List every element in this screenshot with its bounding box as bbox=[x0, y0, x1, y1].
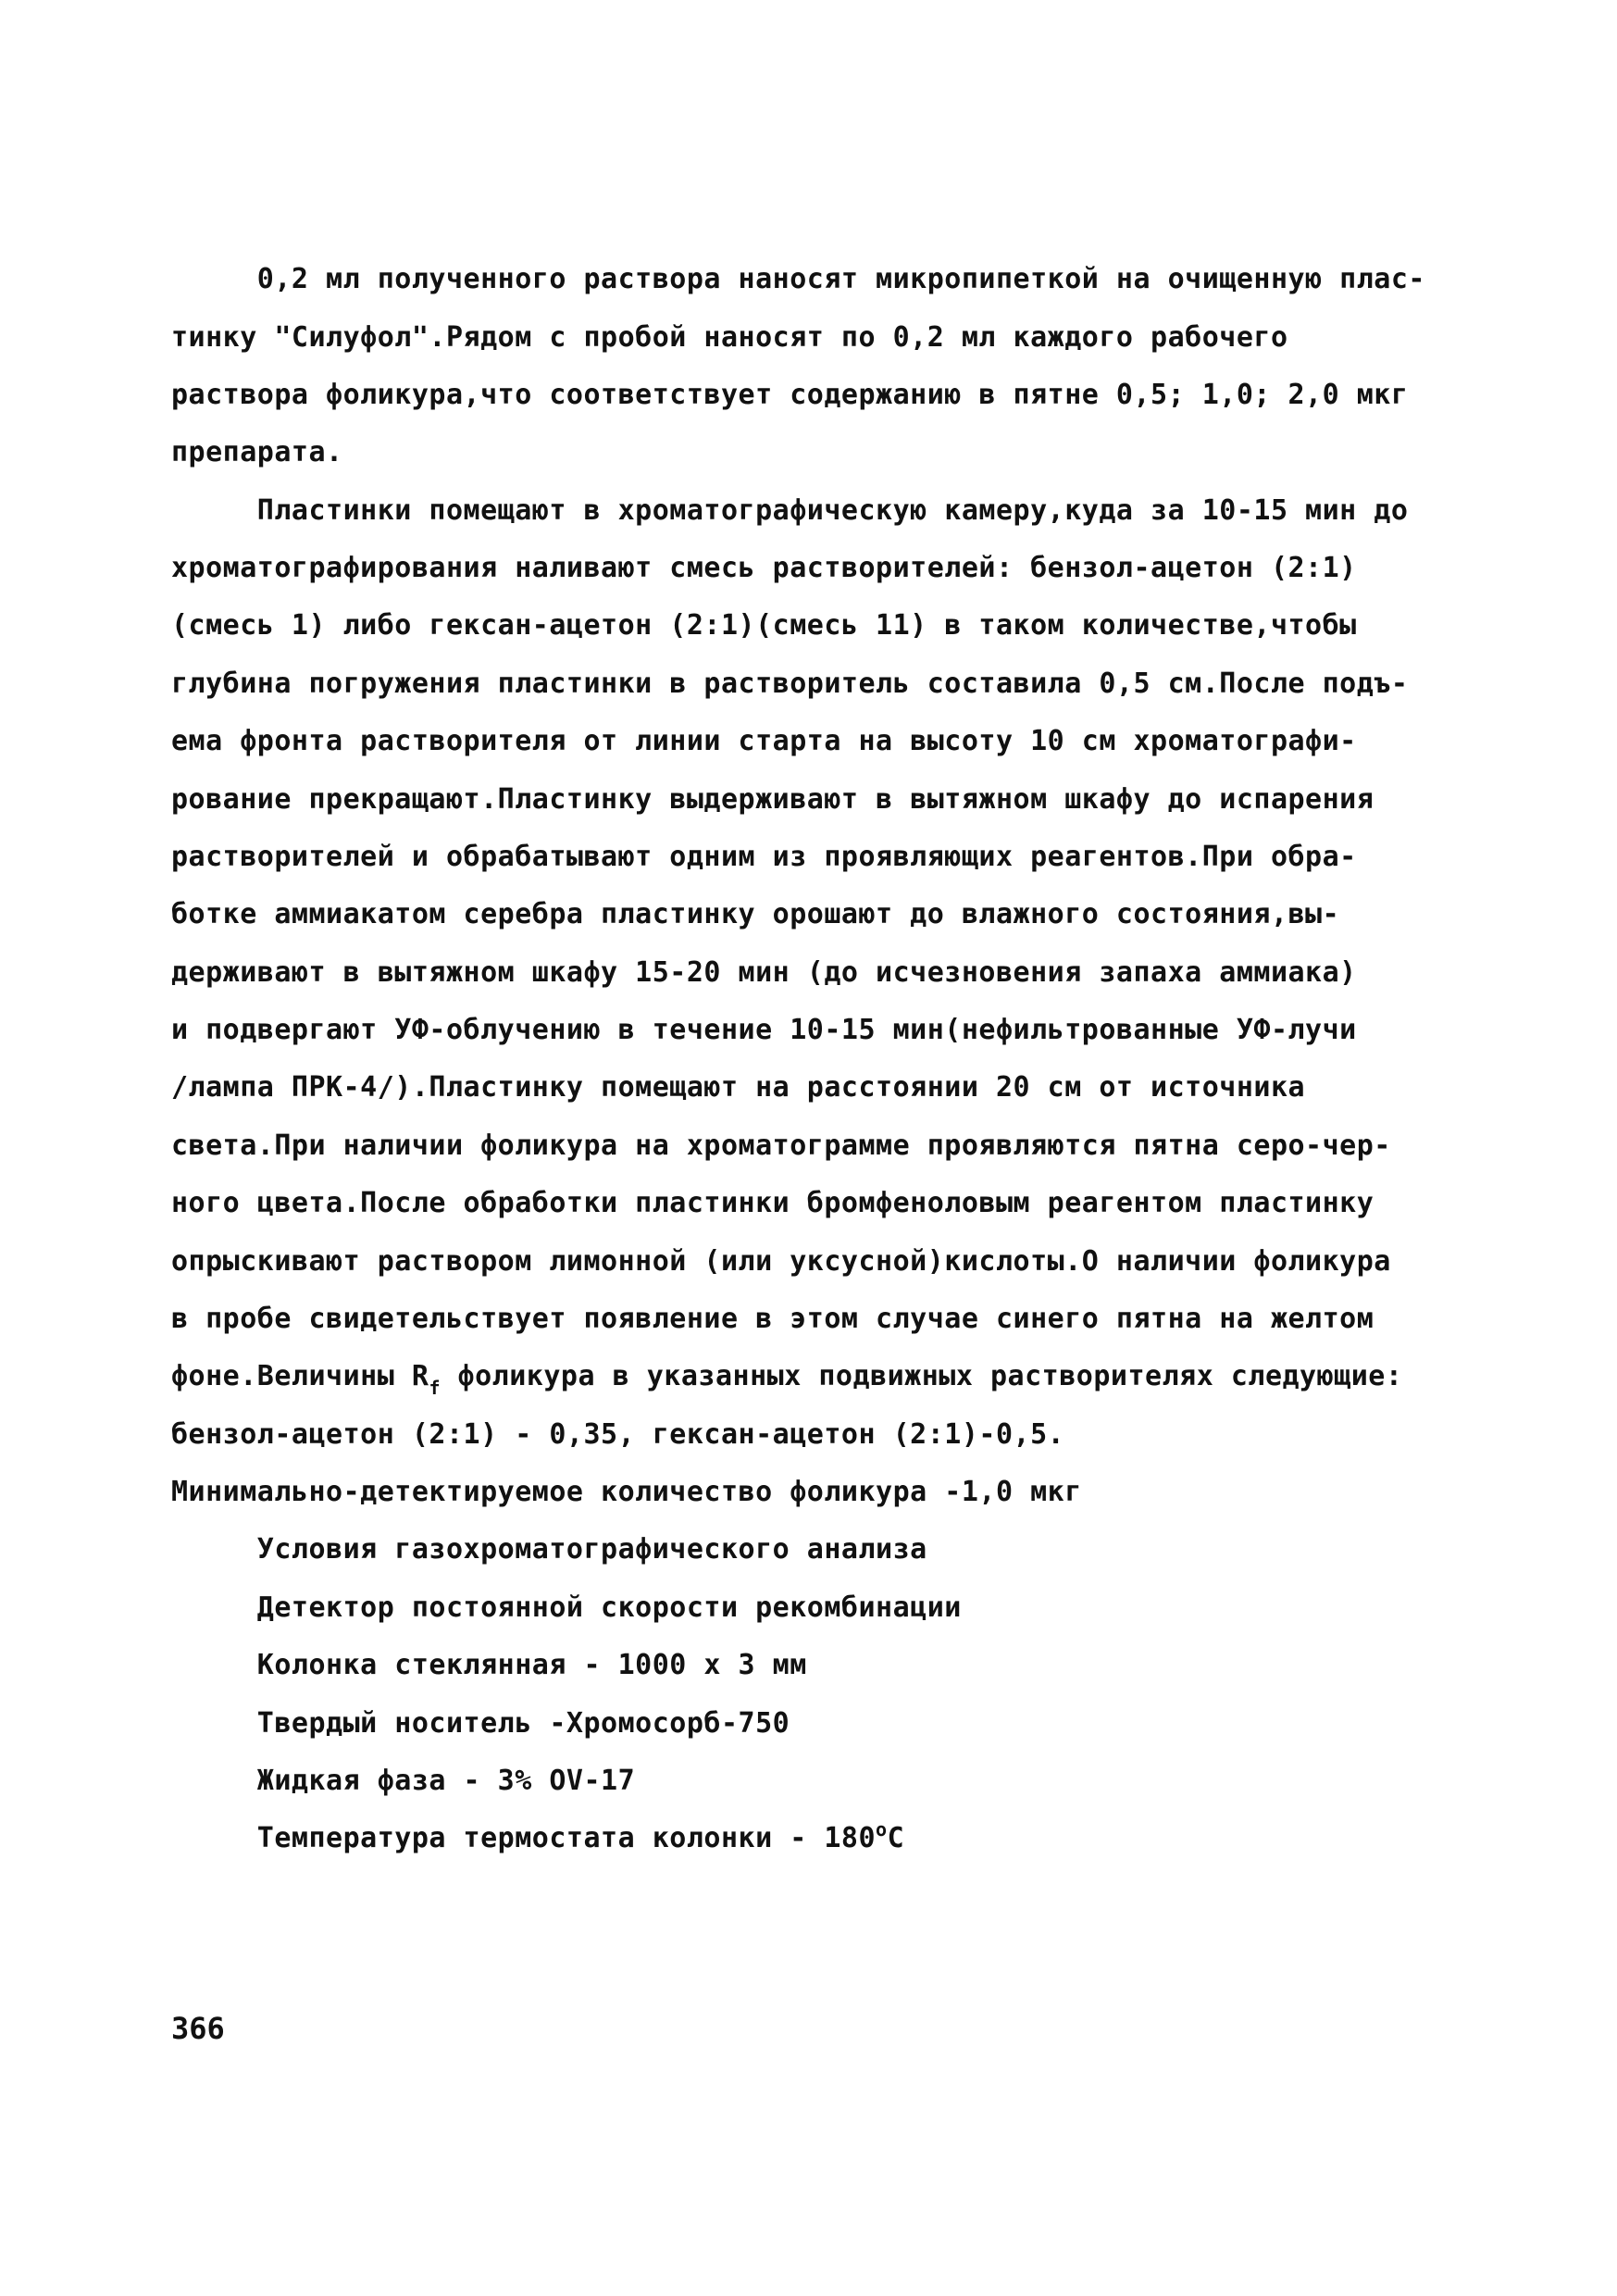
text-line: (смесь 1) либо гексан-ацетон (2:1)(смесь 11) в таком количестве,чтобы bbox=[171, 609, 1357, 642]
text-line: света.При наличии фоликура на хроматограмме проявляются пятна серо-чер- bbox=[171, 1129, 1391, 1162]
text-line: хроматографирования наливают смесь растворителей: бензол-ацетон (2:1) bbox=[171, 552, 1357, 584]
rf-subscript: f bbox=[429, 1377, 441, 1399]
text-line: 0,2 мл полученного раствора наносят микропипеткой на очищенную плас- bbox=[171, 263, 1425, 295]
text-line: бензол-ацетон (2:1) - 0,35, гексан-ацетон (2:1)-0,5. bbox=[171, 1418, 1065, 1451]
text-line: и подвергают УФ-облучению в течение 10-15 мин(нефильтрованные УФ-лучи bbox=[171, 1014, 1357, 1046]
page-number: 366 bbox=[171, 2011, 225, 2046]
text-line: Минимально-детектируемое количество фоликура -1,0 мкг bbox=[171, 1476, 1082, 1508]
text-line: раствора фоликура,что соответствует содержанию в пятне 0,5; 1,0; 2,0 мкг bbox=[171, 379, 1409, 411]
text-line: рование прекращают.Пластинку выдерживают в вытяжном шкафу до испарения bbox=[171, 783, 1374, 816]
text-line: Колонка стеклянная - 1000 х 3 мм bbox=[171, 1649, 807, 1681]
text-line: Пластинки помещают в хроматографическую камеру,куда за 10-15 мин до bbox=[171, 494, 1409, 527]
text-line: препарата. bbox=[171, 436, 343, 468]
text-line: растворителей и обрабатывают одним из проявляющих реагентов.При обра- bbox=[171, 841, 1357, 873]
rf-line-after: фоликура в указанных подвижных растворителях следующие: bbox=[440, 1360, 1403, 1392]
text-line: Детектор постоянной скорости рекомбинации bbox=[171, 1591, 962, 1624]
text-line: держивают в вытяжном шкафу 15-20 мин (до исчезновения запаха аммиака) bbox=[171, 956, 1357, 989]
text-line: ного цвета.После обработки пластинки бромфеноловым реагентом пластинку bbox=[171, 1187, 1374, 1219]
text-line: опрыскивают раствором лимонной (или уксусной)кислоты.О наличии фоликура bbox=[171, 1245, 1391, 1278]
temperature-line bbox=[171, 1818, 905, 1854]
rf-line bbox=[171, 1360, 1403, 1399]
text-line: ема фронта растворителя от линии старта на высоту 10 см хроматографи- bbox=[171, 725, 1357, 757]
text-line: в пробе свидетельствует появление в этом случае синего пятна на желтом bbox=[171, 1303, 1374, 1335]
text-line: /лампа ПРК-4/).Пластинку помещают на расстоянии 20 см от источника bbox=[171, 1071, 1306, 1104]
text-line: ботке аммиакатом серебра пластинку орошают до влажного состояния,вы- bbox=[171, 898, 1340, 930]
temp-line-after: С bbox=[887, 1822, 905, 1854]
rf-line-before: фоне.Величины R bbox=[171, 1360, 429, 1392]
temp-line-before: Температура термостата колонки - 180 bbox=[171, 1822, 877, 1854]
text-line: тинку "Силуфол".Рядом с пробой наносят по 0,2 мл каждого рабочего bbox=[171, 321, 1288, 354]
degree-superscript: о bbox=[876, 1818, 888, 1841]
section-heading: Условия газохроматографического анализа bbox=[171, 1533, 927, 1566]
text-line: Твердый носитель -Хромосорб-750 bbox=[171, 1707, 790, 1740]
text-line: Жидкая фаза - 3% OV-17 bbox=[171, 1765, 636, 1797]
text-line: глубина погружения пластинки в растворитель составила 0,5 см.После подъ- bbox=[171, 668, 1409, 700]
